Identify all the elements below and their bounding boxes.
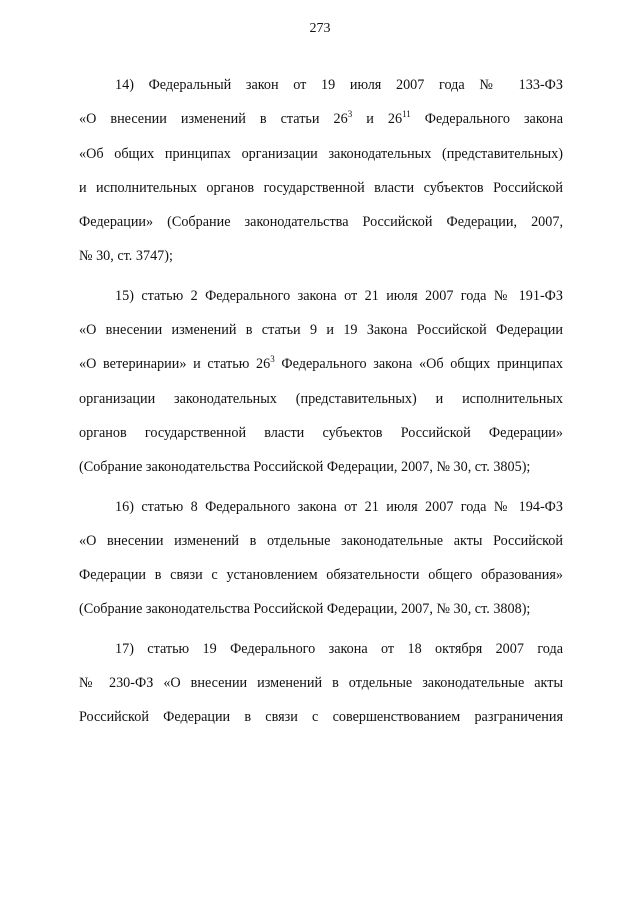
text-segment: «Об общих принципах организации законодательных (представительных) [79,145,563,162]
text-line [79,700,563,734]
superscript: 11 [402,109,411,120]
text-line [79,592,563,626]
text-line [79,205,563,239]
text-segment: 17) статью 19 Федерального закона от 18 октября 2007 года [115,640,563,657]
text-line [79,382,563,416]
text-segment: Федерального закона «Об общих принципах [274,356,563,373]
text-line [79,558,563,592]
text-segment: органов государственной власти субъектов Российской Федерации» [79,424,563,441]
text-line [79,171,563,205]
text-segment: № 30, ст. 3747); [79,248,173,265]
text-line [79,137,563,171]
text-line [79,666,563,700]
text-segment: 14) Федеральный закон от 19 июля 2007 года № 133-ФЗ [115,77,563,93]
text-segment: Федерации» (Собрание законодательства Российской Федерации, 2007, [79,214,563,231]
text-segment: и исполнительных органов государственной власти субъектов Российской [79,179,563,196]
text-line [79,490,563,524]
text-line [79,313,563,347]
text-line [79,102,563,136]
text-line [79,347,563,381]
text-line [79,416,563,450]
text-line [79,68,563,102]
text-line [79,279,563,313]
text-segment: Федерации в связи с установлением обязательности общего образования» [79,567,563,584]
list-item-paragraph [79,632,563,735]
list-item-paragraph [79,279,563,485]
text-segment: «О внесении изменений в статьи 9 и 19 Закона Российской Федерации [79,322,563,339]
list-item-paragraph [79,490,563,627]
text-segment: «О внесении изменений в статьи 26 [79,111,348,128]
text-segment: и 26 [352,111,403,128]
text-segment: Федерального закона [410,111,564,128]
superscript: 3 [270,354,275,365]
text-segment: № 230-ФЗ «О внесении изменений в отдельные законодательные акты [79,675,563,692]
text-segment: 15) статью 2 Федерального закона от 21 июля 2007 года № 191-ФЗ [115,287,563,304]
page-number: 273 [309,21,331,36]
text-segment: (Собрание законодательства Российской Федерации, 2007, № 30, ст. 3808); [79,601,531,618]
text-line [79,450,563,484]
text-segment: «О внесении изменений в отдельные законодательные акты Российской [79,532,563,549]
text-segment: «О ветеринарии» и статью 26 [79,356,271,373]
text-segment: Российской Федерации в связи с совершенствованием разграничения [79,709,563,726]
text-line [79,239,563,273]
document-body [79,68,563,735]
text-line [79,632,563,666]
text-segment: (Собрание законодательства Российской Федерации, 2007, № 30, ст. 3805); [79,459,531,476]
text-segment: организации законодательных (представительных) и исполнительных [79,390,563,407]
list-item-paragraph [79,68,563,274]
text-segment: 16) статью 8 Федерального закона от 21 июля 2007 года № 194-ФЗ [115,498,563,515]
superscript: 3 [347,109,353,120]
text-line [79,524,563,558]
